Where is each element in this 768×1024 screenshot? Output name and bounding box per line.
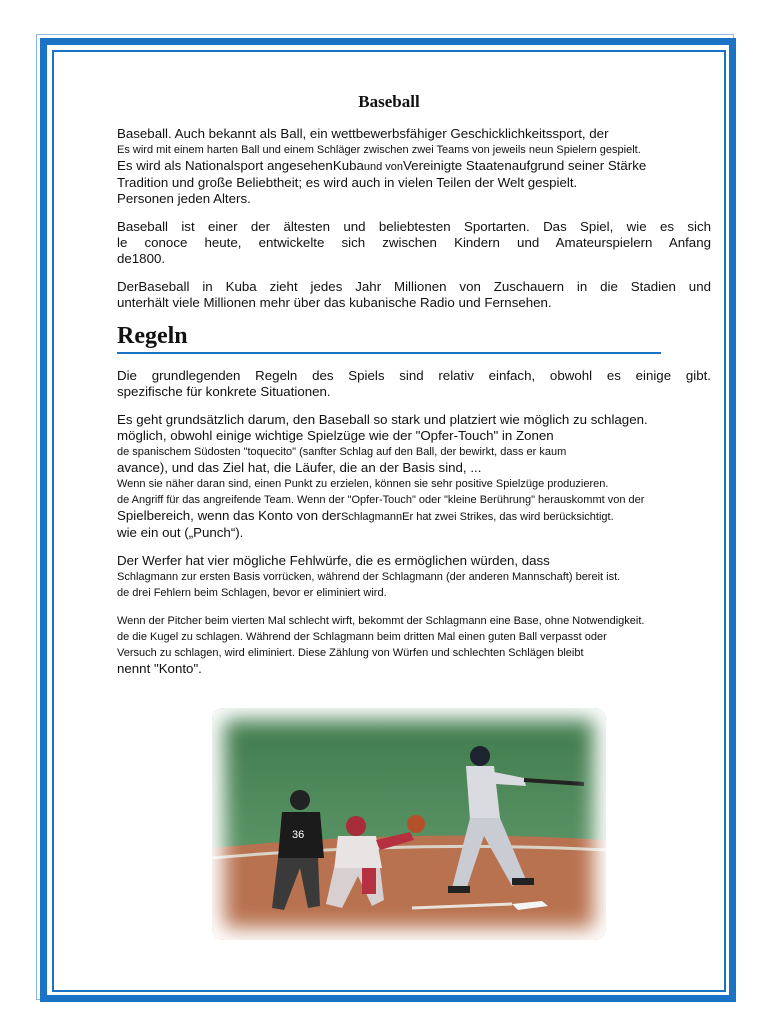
text-line: Schlagmann zur ersten Basis vorrücken, während der Schlagmann (der anderen Mannschaft) bereit ist.: [117, 571, 621, 583]
text-line: Es geht grundsätzlich darum, den Baseball so stark und platziert wie möglich zu schlagen.: [117, 412, 648, 427]
text-line: [117, 158, 711, 175]
text-line: unterhält viele Millionen mehr über das kubanische Radio und Fernsehen.: [117, 295, 552, 310]
document-body: [117, 92, 711, 689]
text-line: Der Werfer hat vier mögliche Fehlwürfe, die es ermöglichen würden, dass: [117, 553, 550, 568]
text-fragment: Schlagmann: [340, 511, 403, 523]
text-line: Wenn sie näher daran sind, einen Punkt zu erzielen, können sie sehr positive Spielzüge produzieren.: [117, 478, 609, 490]
text-line: Die grundlegenden Regeln des Spiels sind relativ einfach, obwohl es einige gibt.: [117, 368, 711, 383]
text-fragment: und von: [363, 161, 404, 173]
text-fragment: Er hat zwei Strikes, das wird berücksichtigt.: [402, 511, 614, 523]
text-line: le conoce heute, entwickelte sich zwischen Kindern und Amateurspielern Anfang: [117, 235, 711, 250]
rules-paragraph-3: [117, 553, 711, 601]
catcher-figure: [326, 815, 425, 908]
text-line: de spanischem Südosten "toquecito" (sanfter Schlag auf den Ball, der bewirkt, dass er kaum: [117, 446, 567, 458]
text-fragment: Spielbereich, wenn das Konto von der: [117, 508, 341, 523]
text-line: spezifische für konkrete Situationen.: [117, 384, 331, 399]
rules-paragraph-4: [117, 613, 711, 677]
umpire-number: 36: [292, 829, 305, 841]
text-line: Personen jeden Alters.: [117, 191, 251, 206]
baseball-scene-image: [212, 708, 606, 940]
text-line: de Angriff für das angreifende Team. Wenn der "Opfer-Touch" oder "kleine Berührung" herauskommt von der: [117, 494, 645, 506]
text-line: nennt "Konto".: [117, 661, 202, 676]
intro-paragraph: [117, 126, 711, 207]
text-line: Wenn der Pitcher beim vierten Mal schlecht wirft, bekommt der Schlagmann eine Base, ohne Notwendigkeit.: [117, 615, 645, 627]
text-line: Baseball. Auch bekannt als Ball, ein wettbewerbsfähiger Geschicklichkeitssport, der: [117, 126, 609, 141]
text-fragment: Es wird als Nationalsport angesehenKuba: [117, 158, 364, 173]
rules-paragraph-2: [117, 412, 711, 541]
text-line: de drei Fehlern beim Schlagen, bevor er eliminiert wird.: [117, 587, 387, 599]
document-title: Baseball: [358, 92, 420, 111]
text-line: Baseball ist einer der ältesten und beliebtesten Sportarten. Das Spiel, wie es sich: [117, 219, 711, 234]
section-heading-rules: Regeln: [117, 323, 661, 354]
text-line: möglich, obwohl einige wichtige Spielzüge wie der "Opfer-Touch" in Zonen: [117, 428, 554, 443]
history-paragraph: [117, 219, 711, 267]
text-line: Versuch zu schlagen, wird eliminiert. Diese Zählung von Würfen und schlechten Schlägen bleibt: [117, 647, 584, 659]
text-line: de die Kugel zu schlagen. Während der Schlagmann beim dritten Mal einen guten Ball verpasst oder: [117, 631, 607, 643]
umpire-figure: [272, 790, 324, 910]
text-line: [117, 508, 711, 525]
text-line: Tradition und große Beliebtheit; es wird auch in vielen Teilen der Welt gespielt.: [117, 175, 578, 190]
text-line: DerBaseball in Kuba zieht jedes Jahr Millionen von Zuschauern in die Stadien und: [117, 279, 711, 294]
baseball-photo: [212, 708, 606, 940]
batter-figure: [448, 746, 584, 893]
text-line: Es wird mit einem harten Ball und einem Schläger zwischen zwei Teams von jeweils neun Spielern gespielt.: [117, 144, 641, 156]
rules-paragraph-1: [117, 368, 711, 400]
text-line: wie ein out („Punch“).: [117, 525, 244, 540]
text-line: avance), und das Ziel hat, die Läufer, die an der Basis sind, ...: [117, 460, 482, 475]
text-line: de1800.: [117, 251, 166, 266]
text-fragment: Vereinigte Staatenaufgrund seiner Stärke: [403, 158, 647, 173]
cuba-paragraph: [117, 279, 711, 311]
